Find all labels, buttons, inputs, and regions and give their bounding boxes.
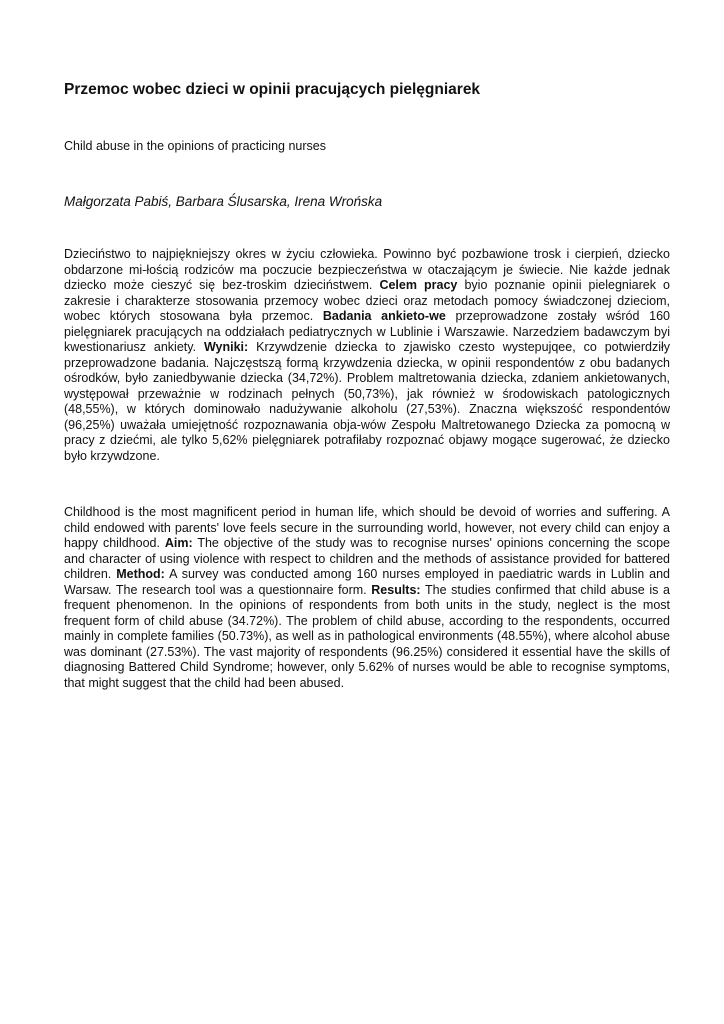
abstract-english bbox=[64, 505, 670, 691]
abstract-en-method-text: A survey was conducted among 160 nurses employed in paediatric wards in Lublin and Warsaw. The research tool was a questionnaire form. bbox=[64, 567, 670, 597]
abstract-en-method-label: Method: bbox=[116, 567, 165, 581]
abstract-pl-aim-text: byio poznanie opinii pielegniarek o zakresie i charakterze stosowania przemocy wobec dzieci oraz metodach pomocy świadczonej dzieciom, wobec których stosowana była przemoc. bbox=[64, 278, 670, 323]
article-authors: Małgorzata Pabiś, Barbara Ślusarska, Irena Wrońska bbox=[64, 194, 383, 209]
abstract-pl-results-label: Wyniki: bbox=[203, 340, 249, 354]
abstract-pl-method-text: przeprowadzone zostały wśród 160 pielęgniarek pracujących na oddziałach pediatrycznych w Lublinie i Warszawie. Narzedziem badawczym byi kwestionariusz ankiety. bbox=[64, 309, 670, 354]
abstract-polish bbox=[64, 247, 670, 464]
abstract-en-results-label: Results: bbox=[371, 582, 421, 597]
abstract-en-aim-text: The objective of the study was to recognise nurses' opinions concerning the scope and character of using violence with respect to children and the methods of assistance provided for battered children. bbox=[64, 536, 670, 581]
abstract-en-intro: Childhood is the most magnificent period in human life, which should be devoid of worries and suffering. A child endowed with parents' love feels secure in the surrounding world, however, not every child can enjoy a happy childhood. bbox=[64, 505, 670, 550]
abstract-en-aim-label: Aim: bbox=[164, 536, 193, 550]
abstract-pl-intro: Dzieciństwo to najpiękniejszy okres w życiu człowieka. Powinno być pozbawione trosk i cierpień, dziecko obdarzone mi-łością rodziców ma poczucie bezpieczeństwa w otaczającym je świecie. Nie każde jednak dziecko może cieszyć się bez-troskim dzieciństwem. bbox=[64, 247, 670, 292]
abstract-pl-results-text: Krzywdzenie dziecka to zjawisko czesto wystepujqee, co potwierdziły przeprowadzone badania. Najczęstszą formą krzywdzenia dziecka, w opinii respondentów z obu badanych ośrodków, było zaniedbywanie dziecka (34,72%). Problem maltretowania dziecka, zdaniem ankietowanych, występował przeważnie w rodzinach pełnych (50,73%), jak również w środowiskach patologicznych (48,55%), w których dominowało nadużywanie alkoholu (27,53%). Znaczna większość respondentów (96,25%) uważała umiejętność rozpoznawania obja-wów Zespołu Maltretowanego Dziecka za pomocną w pracy z dziećmi, ale tylko 5,62% pielęgniarek potrafiłaby rozpoznać objawy mogące sugerować, że dziecko było krzywdzone. bbox=[64, 340, 671, 463]
article-subtitle-english: Child abuse in the opinions of practicing nurses bbox=[64, 139, 326, 153]
abstract-en-results-text: The studies confirmed that child abuse is a frequent phenomenon. In the opinions of respondents from both units in the study, neglect is the most frequent form of child abuse (34.72%). The problem of child abuse, according to the respondents, occurred mainly in complete families (50.73%), as well as in pathological environments (48.55%), where alcohol abuse was dominant (27.53%). The vast majority of respondents (96.25%) considered it essential have the skills of diagnosing Battered Child Syndrome; however, only 5.62% of nurses would be able to recognise symptoms, that might suggest that the child had been abused. bbox=[64, 582, 670, 690]
article-title: Przemoc wobec dzieci w opinii pracujących pielęgniarek bbox=[64, 81, 481, 98]
abstract-pl-aim-label: Celem pracy bbox=[379, 278, 458, 292]
abstract-pl-method-label: Badania ankieto-we bbox=[322, 309, 446, 323]
